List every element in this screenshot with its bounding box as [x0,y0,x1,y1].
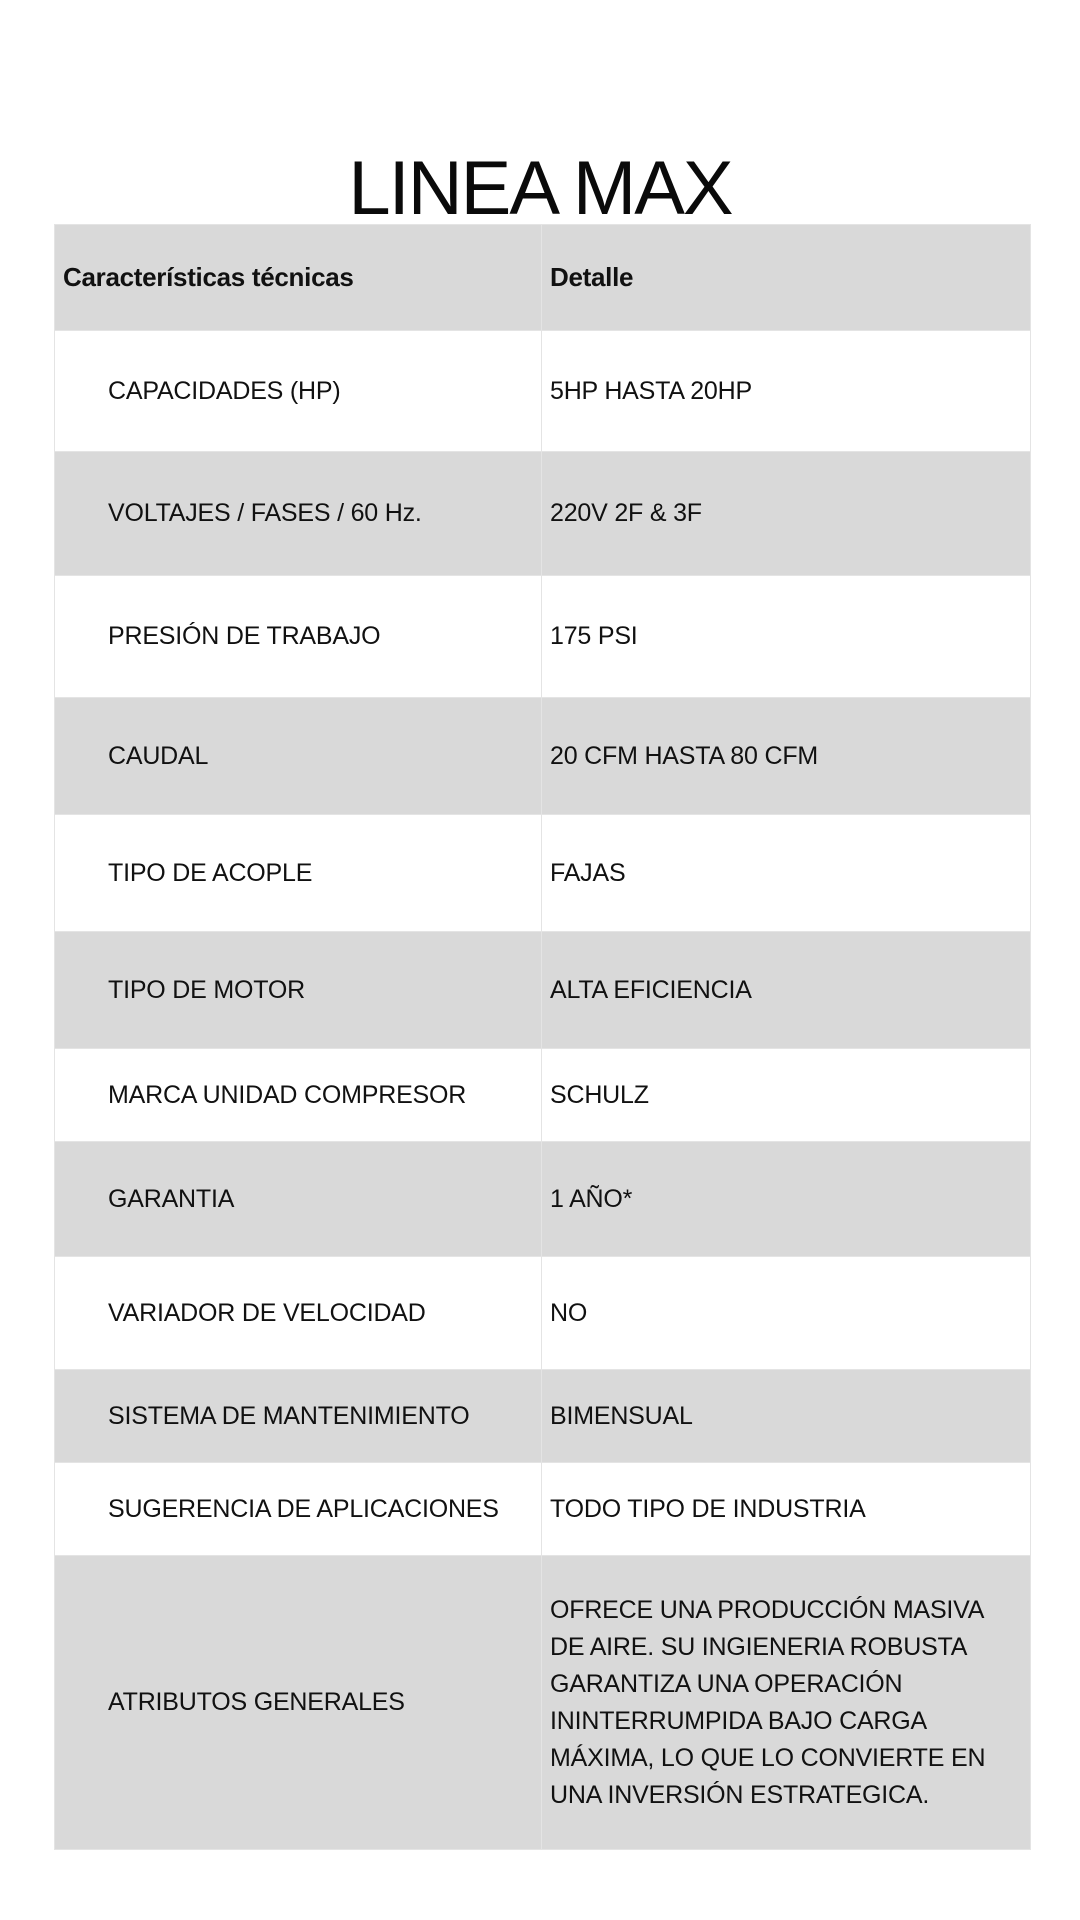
page-title: LINEA MAX [348,145,732,231]
header-detail: Detalle [542,225,1031,331]
row-value: FAJAS [542,815,1031,932]
row-value: NO [542,1257,1031,1370]
row-value: 175 PSI [542,576,1031,698]
table-row [55,815,1031,932]
row-label: SUGERENCIA DE APLICACIONES [55,1463,542,1556]
row-value: 220V 2F & 3F [542,452,1031,576]
row-value: 5HP HASTA 20HP [542,331,1031,452]
table-row [55,576,1031,698]
row-label: MARCA UNIDAD COMPRESOR [55,1049,542,1142]
table-header-row [55,225,1031,331]
row-label: PRESIÓN DE TRABAJO [55,576,542,698]
table-row [55,1370,1031,1463]
header-characteristics: Características técnicas [55,225,542,331]
specs-table [54,224,1031,1850]
table-row [55,1257,1031,1370]
row-value: TODO TIPO DE INDUSTRIA [542,1463,1031,1556]
row-label: CAPACIDADES (HP) [55,331,542,452]
row-label: VOLTAJES / FASES / 60 Hz. [55,452,542,576]
row-value: BIMENSUAL [542,1370,1031,1463]
row-value: OFRECE UNA PRODUCCIÓN MASIVA DE AIRE. SU INGIENERIA ROBUSTA GARANTIZA UNA OPERACIÓN ININTERRUMPIDA BAJO CARGA MÁXIMA, LO QUE LO CONVIERTE EN UNA INVERSIÓN ESTRATEGICA. [542,1556,1031,1850]
table-row [55,1556,1031,1850]
row-label: SISTEMA DE MANTENIMIENTO [55,1370,542,1463]
row-value: 20 CFM HASTA 80 CFM [542,698,1031,815]
row-value: 1 AÑO* [542,1142,1031,1257]
row-label: CAUDAL [55,698,542,815]
table-row [55,1142,1031,1257]
row-label: GARANTIA [55,1142,542,1257]
table-row [55,932,1031,1049]
row-label: TIPO DE MOTOR [55,932,542,1049]
table-row [55,698,1031,815]
table-row [55,452,1031,576]
row-value: SCHULZ [542,1049,1031,1142]
table-row [55,331,1031,452]
row-value: ALTA EFICIENCIA [542,932,1031,1049]
row-label: TIPO DE ACOPLE [55,815,542,932]
row-label: ATRIBUTOS GENERALES [55,1556,542,1850]
row-label: VARIADOR DE VELOCIDAD [55,1257,542,1370]
table-row [55,1049,1031,1142]
table-row [55,1463,1031,1556]
